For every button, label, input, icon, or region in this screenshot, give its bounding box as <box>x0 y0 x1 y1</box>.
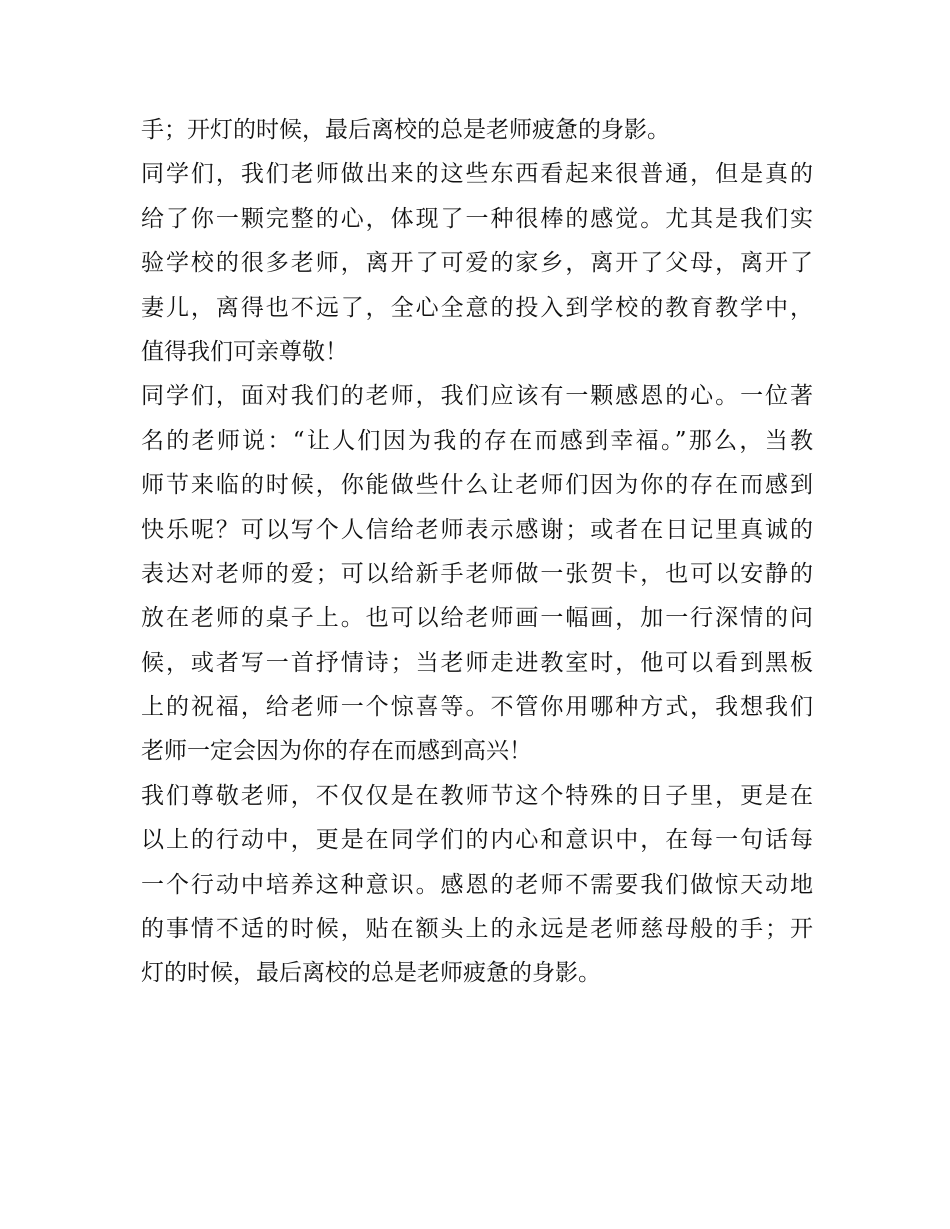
text-line: 一个行动中培养这种意识。感恩的老师不需要我们做惊天动地 <box>141 871 813 898</box>
text-line: 名的老师说：“让人们因为我的存在而感到幸福。”那么，当教 <box>141 427 813 454</box>
text-line: 同学们，我们老师做出来的这些东西看起来很普通，但是真的 <box>141 161 813 188</box>
text-line: 放在老师的桌子上。也可以给老师画一幅画，加一行深情的问 <box>141 605 813 632</box>
text-line: 灯的时候，最后离校的总是老师疲惫的身影。 <box>141 960 601 987</box>
document-body <box>141 108 813 996</box>
text-line: 候，或者写一首抒情诗；当老师走进教室时，他可以看到黑板 <box>141 649 813 676</box>
text-line: 给了你一颗完整的心，体现了一种很棒的感觉。尤其是我们实 <box>141 205 813 232</box>
text-line: 表达对老师的爱；可以给新手老师做一张贺卡，也可以安静的 <box>141 560 813 587</box>
text-line: 同学们，面对我们的老师，我们应该有一颗感恩的心。一位著 <box>141 383 813 410</box>
text-line: 验学校的很多老师，离开了可爱的家乡，离开了父母，离开了 <box>141 250 813 277</box>
text-line: 老师一定会因为你的存在而感到高兴！ <box>141 738 532 765</box>
text-line: 妻儿，离得也不远了，全心全意的投入到学校的教育教学中， <box>141 294 813 321</box>
text-line: 手；开灯的时候，最后离校的总是老师疲惫的身影。 <box>141 117 670 143</box>
text-line: 上的祝福，给老师一个惊喜等。不管你用哪种方式，我想我们 <box>141 694 813 721</box>
text-line: 快乐呢？可以写个人信给老师表示感谢；或者在日记里真诚的 <box>141 516 813 543</box>
text-line: 师节来临的时候，你能做些什么让老师们因为你的存在而感到 <box>141 472 813 499</box>
text-line: 我们尊敬老师，不仅仅是在教师节这个特殊的日子里，更是在 <box>141 782 813 809</box>
text-line: 值得我们可亲尊敬！ <box>141 338 348 365</box>
text-line: 的事情不适的时候，贴在额头上的永远是老师慈母般的手；开 <box>141 916 813 943</box>
text-line: 以上的行动中，更是在同学们的内心和意识中，在每一句话每 <box>141 827 813 854</box>
